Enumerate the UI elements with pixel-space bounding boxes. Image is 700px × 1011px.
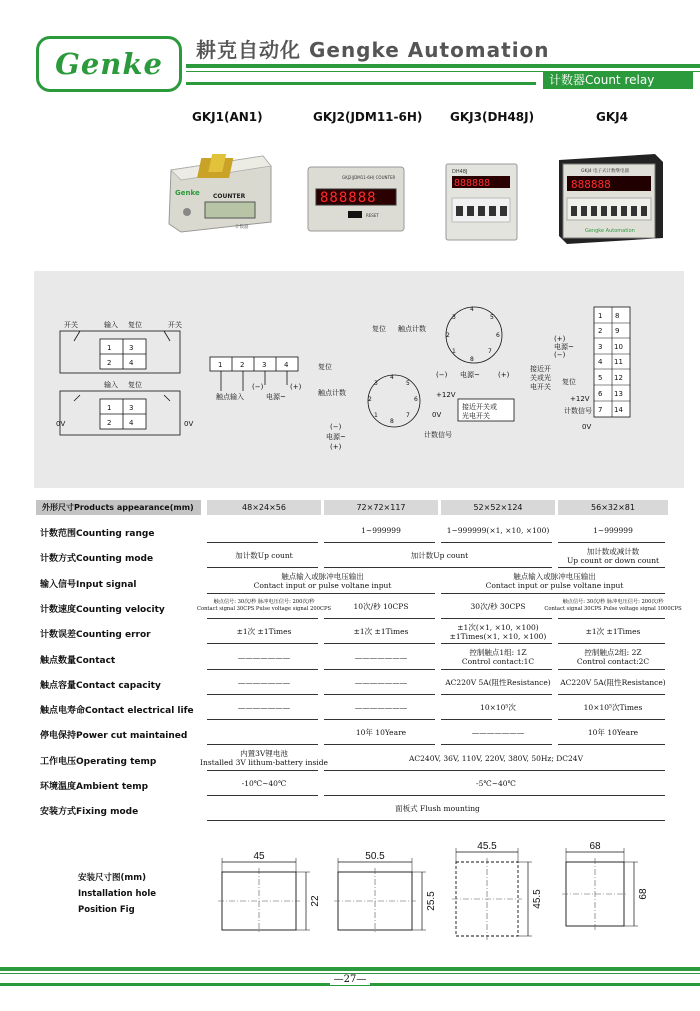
spec-cell — [200, 748, 328, 769]
spec-row — [36, 720, 668, 745]
diagram-input-label: 输入 — [104, 321, 118, 329]
install-figure — [452, 841, 543, 940]
spec-cell-line: 1~999999(×1, ×10, ×100) — [446, 526, 550, 535]
spec-cell — [558, 722, 668, 743]
gkj4-footer-text: Gengke Automation — [585, 228, 635, 234]
model-title-gkj4: GKJ4 — [596, 110, 628, 124]
spec-row-label: 环境温度Ambient temp — [40, 782, 149, 792]
svg-text:13: 13 — [614, 390, 623, 398]
spec-cell — [324, 697, 438, 718]
svg-text:4: 4 — [284, 361, 289, 369]
svg-text:3: 3 — [374, 380, 378, 387]
spec-cell-line: ——————— — [237, 677, 291, 687]
diagram-12v: +12V — [436, 391, 456, 399]
diagram-proximity-1: 接近开关或 — [462, 403, 497, 411]
svg-text:2: 2 — [446, 332, 450, 339]
spec-row-label: 停电保持Power cut maintained — [40, 731, 188, 742]
svg-text:3: 3 — [129, 344, 134, 352]
spec-cell-line: 控制触点1组: 1Z — [469, 648, 527, 657]
spec-cell-line: -10℃~40℃ — [241, 779, 287, 788]
svg-text:7: 7 — [406, 412, 410, 419]
spec-cell — [441, 520, 555, 541]
svg-text:(+): (+) — [554, 335, 566, 343]
spec-row — [36, 645, 668, 670]
spec-cell-line: ±1次 ±1Times — [585, 627, 641, 637]
svg-text:2: 2 — [107, 419, 112, 427]
diagram-power-minus: (−) — [252, 383, 264, 391]
spec-cell-line: ——————— — [354, 703, 408, 713]
spec-cell — [324, 748, 668, 769]
spec-cell — [324, 596, 438, 617]
svg-text:+12V: +12V — [570, 395, 590, 403]
svg-text:复位: 复位 — [318, 363, 332, 371]
svg-text:4: 4 — [470, 306, 474, 313]
header-bar — [186, 82, 536, 85]
svg-text:(−): (−) — [436, 371, 448, 379]
svg-text:1: 1 — [598, 312, 603, 320]
svg-text:2: 2 — [598, 327, 603, 335]
spec-cell-line: ——————— — [237, 703, 291, 713]
svg-text:关或光: 关或光 — [530, 374, 551, 382]
svg-text:4: 4 — [390, 374, 394, 381]
svg-text:(−): (−) — [330, 423, 342, 431]
svg-text:3: 3 — [262, 361, 267, 369]
spec-cell-line: ——————— — [354, 652, 408, 662]
svg-text:7: 7 — [598, 406, 603, 414]
spec-cell — [197, 596, 331, 617]
svg-text:电源~: 电源~ — [554, 343, 574, 351]
spec-cell-line: AC220V 5A(阻性Resistance) — [445, 677, 551, 687]
svg-text:10: 10 — [614, 343, 623, 351]
svg-text:5: 5 — [490, 314, 494, 321]
gkj2-panel-text: GKJ2(JDM11-6H) COUNTER — [342, 175, 396, 180]
spec-cell-line: 10×10⁵次 — [480, 703, 516, 713]
svg-text:1: 1 — [107, 344, 112, 352]
install-figure — [334, 851, 437, 934]
spec-row — [36, 518, 668, 543]
spec-cell-line: Contact input or pulse voltane input — [485, 581, 624, 591]
gkj3-panel-text: DH48J — [452, 169, 468, 175]
spec-cell — [558, 520, 668, 541]
gkj3-display: 888888 — [454, 178, 491, 189]
svg-text:复位: 复位 — [562, 378, 576, 386]
spec-cell — [441, 697, 555, 718]
header-rule — [186, 64, 700, 68]
spec-cell-line: 加计数Up count — [235, 551, 293, 561]
install-height-label: 68 — [638, 888, 649, 900]
svg-text:9: 9 — [615, 327, 620, 335]
svg-text:6: 6 — [496, 332, 500, 339]
diagram-count-signal: 计数信号 — [424, 431, 452, 439]
spec-cell — [441, 722, 555, 743]
size-gkj3: 52×52×124 — [441, 500, 555, 515]
install-width-label: 45 — [253, 851, 265, 862]
install-height-label: 22 — [310, 895, 321, 907]
product-image-gkj1 — [163, 150, 275, 235]
page-number — [0, 974, 700, 985]
svg-text:6: 6 — [598, 390, 603, 398]
diagram-power: 电源~ — [266, 393, 286, 401]
brand-title: 耕克自动化 Gengke Automation — [196, 38, 550, 62]
spec-cell — [441, 596, 555, 617]
gkj4-panel-text: GKJ4 电子式计数继电器 — [581, 169, 630, 174]
install-width-label: 45.5 — [477, 841, 497, 852]
spec-cell-line: 10×10⁵次Times — [583, 703, 643, 713]
spec-cell-line: Installed 3V lithum-battery inside — [200, 758, 328, 768]
svg-text:(+): (+) — [498, 371, 510, 379]
spec-row-label: 工作电压Operating temp — [40, 756, 157, 767]
svg-text:0V: 0V — [432, 411, 442, 419]
spec-cell-line: Contact signal 30CPS Pulse voltage signal 1000CPS — [544, 606, 682, 613]
spec-cell-line: 面板式 Flush mounting — [395, 804, 480, 814]
spec-row — [36, 619, 668, 644]
spec-cell-line: ±1Times(×1, ×10, ×100) — [449, 631, 547, 641]
svg-text:接近开: 接近开 — [530, 365, 551, 373]
gkj2-button-label: RESET — [366, 213, 379, 218]
spec-row — [36, 771, 668, 796]
svg-text:2: 2 — [368, 396, 372, 403]
product-image-gkj3 — [444, 162, 519, 242]
spec-cell — [324, 647, 438, 668]
spec-cell-line: ±1次 ±1Times — [353, 627, 409, 637]
spec-cell — [324, 722, 438, 743]
spec-row-label: 计数方式Counting mode — [40, 554, 154, 565]
diagram-contact-input: 触点输入 — [216, 393, 244, 401]
diagram-0v-left: 0V — [56, 420, 66, 428]
gkj1-brand: Genke — [175, 189, 200, 197]
spec-cell — [544, 596, 682, 617]
diagram-reset-gkj3: 复位 — [372, 325, 386, 333]
svg-text:4: 4 — [129, 419, 134, 427]
svg-text:1: 1 — [107, 404, 112, 412]
install-height-label: 45.5 — [532, 889, 543, 909]
svg-text:0V: 0V — [184, 420, 194, 428]
size-gkj1: 48×24×56 — [207, 500, 321, 515]
spec-cell-line: -5℃~40℃ — [476, 779, 516, 788]
diagram-switch-label: 开关 — [64, 321, 78, 329]
spec-cell — [441, 621, 555, 642]
size-gkj4: 56×32×81 — [558, 500, 668, 515]
spec-cell — [558, 621, 668, 642]
spec-cell — [207, 773, 321, 794]
spec-cell — [558, 647, 668, 668]
diagram-reset-label: 复位 — [128, 381, 142, 389]
install-label-cn: 安装尺寸图(mm) — [78, 873, 146, 883]
model-title-gkj2: GKJ2(JDM11-6H) — [313, 110, 423, 124]
spec-cell-line: ——————— — [471, 728, 525, 738]
spec-cell-line: Control contact:1C — [461, 657, 535, 666]
logo-badge — [36, 36, 182, 92]
spec-row-label: 触点电寿命Contact electrical life — [40, 706, 194, 717]
spec-cell — [207, 571, 438, 592]
svg-text:复位: 复位 — [128, 321, 142, 329]
spec-row-label: 计数速度Counting velocity — [40, 604, 165, 615]
spec-row-label: 触点数量Contact — [40, 655, 116, 666]
page-number-text: —27— — [330, 974, 371, 985]
svg-text:0V: 0V — [582, 423, 592, 431]
spec-cell — [441, 647, 555, 668]
spec-row-label: 计数误差Counting error — [40, 630, 151, 641]
install-width-label: 68 — [589, 841, 601, 852]
install-figure — [218, 851, 321, 934]
spec-cell — [207, 672, 321, 693]
spec-cell — [207, 621, 321, 642]
spec-cell — [207, 545, 321, 566]
gkj1-foot-text: 计数器 — [235, 225, 249, 230]
spec-cell-line: ±1次(×1, ×10, ×100) — [457, 622, 539, 632]
spec-cell-line: 1~999999 — [361, 526, 401, 535]
svg-text:12: 12 — [614, 374, 623, 382]
svg-text:5: 5 — [598, 374, 603, 382]
spec-row-label: 计数范围Counting range — [40, 529, 155, 539]
svg-text:4: 4 — [598, 358, 603, 366]
product-image-gkj4 — [555, 150, 667, 246]
spec-cell-line: 30次/秒 30CPS — [470, 601, 526, 611]
svg-text:电开关: 电开关 — [530, 383, 551, 391]
spec-cell — [207, 647, 321, 668]
gkj1-panel-text: COUNTER — [213, 193, 246, 200]
svg-text:计数信号: 计数信号 — [564, 407, 592, 415]
diagram-proximity-2: 光电开关 — [462, 412, 490, 420]
spec-cell-line: 加计数Up count — [410, 551, 469, 561]
spec-cell-line: 内置3V锂电池 — [240, 749, 288, 759]
svg-text:8: 8 — [390, 418, 394, 425]
cell-rule — [207, 820, 665, 821]
spec-table-header — [36, 500, 668, 515]
logo-text: Genke — [55, 47, 163, 81]
svg-text:11: 11 — [614, 358, 623, 366]
spec-cell-line: Contact signal 30CPS Pulse voltage signal 200CPS — [197, 606, 331, 613]
spec-cell — [441, 672, 555, 693]
spec-cell-line: 触点信号: 30次/秒 脉冲电压信号: 200次/秒 — [213, 599, 315, 606]
diagram-power-plus: (+) — [290, 383, 302, 391]
svg-text:1: 1 — [452, 348, 456, 355]
spec-cell-line: AC240V, 36V, 110V, 220V, 380V, 50Hz; DC24V — [409, 753, 583, 763]
spec-cell-line: 1~999999 — [593, 526, 633, 535]
spec-cell-line: Control contact:2C — [576, 657, 650, 666]
wiring-diagram-area — [34, 271, 684, 488]
spec-cell — [441, 571, 668, 592]
spec-cell-line: ±1次 ±1Times — [236, 627, 292, 637]
svg-text:3: 3 — [129, 404, 134, 412]
spec-cell — [207, 697, 321, 718]
install-label-en1: Installation hole — [78, 889, 157, 899]
spec-cell-line: AC220V 5A(阻性Resistance) — [560, 677, 666, 687]
spec-row — [36, 594, 682, 619]
spec-cell — [324, 545, 555, 566]
svg-text:2: 2 — [107, 359, 112, 367]
spec-cell — [207, 798, 668, 819]
svg-text:1: 1 — [374, 412, 378, 419]
spec-row — [36, 695, 668, 720]
spec-cell — [558, 697, 668, 718]
svg-text:开关: 开关 — [168, 321, 182, 329]
spec-cell-line: ——————— — [237, 652, 291, 662]
svg-text:6: 6 — [414, 396, 418, 403]
svg-text:7: 7 — [488, 348, 492, 355]
svg-text:8: 8 — [470, 356, 474, 363]
svg-text:888888: 888888 — [571, 178, 611, 191]
svg-text:(−): (−) — [554, 351, 566, 359]
wiring-diagram — [34, 271, 684, 488]
model-title-gkj1: GKJ1(AN1) — [192, 110, 263, 124]
diagram-contact-count: 触点计数 — [398, 325, 426, 333]
svg-text:4: 4 — [129, 359, 134, 367]
spec-cell — [207, 520, 321, 541]
spec-cell-line: Up count or down count — [566, 555, 660, 565]
header-label: 外形尺寸Products appearance(mm) — [36, 500, 201, 515]
spec-cell — [207, 722, 321, 743]
svg-text:触点计数: 触点计数 — [318, 389, 346, 397]
spec-cell-line: 10年 10Yeare — [587, 728, 639, 738]
svg-text:电源~: 电源~ — [326, 433, 346, 441]
spec-cell — [324, 520, 438, 541]
install-height-label: 25.5 — [426, 891, 437, 911]
spec-cell-line: 加计数或减计数 — [586, 546, 640, 556]
install-label-en2: Position Fig — [78, 905, 135, 915]
spec-cell — [324, 773, 668, 794]
spec-cell-line: 触点输入或脉冲电压输出 — [281, 572, 364, 582]
spec-cell-line: 10年 10Yeare — [355, 728, 407, 738]
spec-cell-line: Contact input or pulse voltane input — [253, 581, 392, 591]
spec-row — [36, 746, 668, 771]
size-gkj2: 72×72×117 — [324, 500, 438, 515]
svg-text:3: 3 — [598, 343, 603, 351]
spec-row — [36, 796, 668, 821]
spec-row — [36, 569, 668, 594]
install-width-label: 50.5 — [365, 851, 385, 862]
spec-cell — [324, 621, 438, 642]
spec-cell-line: 触点输入或脉冲电压输出 — [513, 572, 596, 582]
svg-text:3: 3 — [452, 314, 456, 321]
spec-row-label: 触点容量Contact capacity — [40, 680, 161, 691]
spec-cell-line: 触点信号: 30次/秒 脉冲电压信号: 200次/秒 — [562, 599, 664, 606]
spec-cell — [324, 672, 438, 693]
spec-row-label: 输入信号Input signal — [40, 579, 137, 590]
spec-cell — [558, 545, 668, 566]
svg-text:8: 8 — [615, 312, 620, 320]
spec-cell-line: ——————— — [354, 677, 408, 687]
install-figure — [562, 841, 649, 930]
gkj2-display: 888888 — [320, 190, 377, 206]
spec-row-label: 安装方式Fixing mode — [40, 807, 139, 818]
footer-bar — [0, 967, 700, 971]
spec-cell-line: 控制触点2组: 2Z — [584, 648, 642, 657]
spec-cell-line: 10次/秒 10CPS — [353, 601, 409, 611]
svg-text:14: 14 — [614, 406, 623, 414]
svg-text:2: 2 — [240, 361, 245, 369]
svg-text:输入: 输入 — [104, 381, 118, 389]
install-figures — [0, 840, 700, 960]
svg-text:电源~: 电源~ — [460, 371, 480, 379]
svg-text:1: 1 — [218, 361, 223, 369]
svg-text:(+): (+) — [330, 443, 342, 451]
spec-cell — [558, 672, 668, 693]
section-tag: 计数器Count relay — [543, 72, 693, 89]
spec-row — [36, 670, 668, 695]
product-image-gkj2 — [306, 165, 406, 233]
spec-row — [36, 543, 668, 568]
svg-text:5: 5 — [406, 380, 410, 387]
model-title-gkj3: GKJ3(DH48J) — [450, 110, 535, 124]
